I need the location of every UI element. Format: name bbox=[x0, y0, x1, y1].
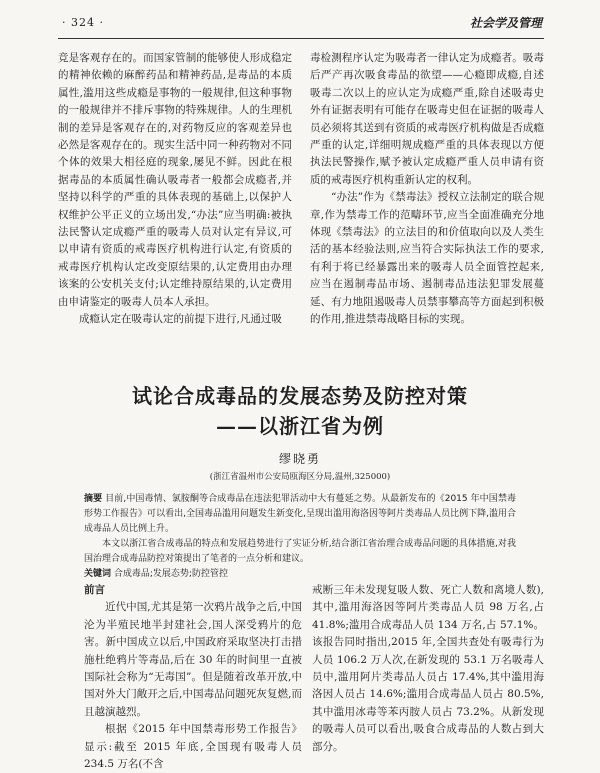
article-subtitle: ——以浙江省为例 bbox=[216, 414, 384, 438]
paragraph: 戒断三年未发现复吸人数、死亡人数和离境人数),其中,滥用海洛因等阿片类毒品人员 98 万名,占 41.8%;滥用合成毒品人员 134 万名,占 57.1%。该报告同时指出,2015 年,全国共查处有吸毒行为人员 106.2 万人次,在新发现的 53.1 万名吸毒人员中,滥用阿片类毒品人员占 17.4%,其中滥用海洛因人员占 14.6%;滥用合成毒品人员占 80.5%,其中滥用冰毒等苯丙胺人员占 73.2%。从新发现的吸毒人员可以看出,吸食合成毒品的人数占到大部分。 bbox=[312, 584, 544, 753]
author-affiliation: (浙江省温州市公安局瓯海区分局,温州,325000) bbox=[209, 472, 391, 482]
journal-section-title: 社会学及管理 bbox=[469, 16, 542, 30]
keywords-label: 关键词 bbox=[84, 569, 112, 579]
abstract-text-2: 本文以浙江省合成毒品的特点和发展趋势进行了实证分析,结合浙江省治理合成毒品问题的具体措施,对我国治理合成毒品防控对策提出了笔者的一点分析和建议。 bbox=[84, 539, 516, 564]
page-number: · 324 · bbox=[62, 16, 104, 29]
abstract-text: 目前,中国毒情、氯胺酮等合成毒品在违法犯罪活动中大有蔓延之势。从最新发布的《2015 年中国禁毒形势工作报告》可以看出,全国毒品滥用问题发生新变化,呈现出滥用海洛因等阿片类毒品人员比例下降,滥用合成毒品人员比例上升。 bbox=[84, 494, 516, 534]
paragraph: 近代中国,尤其是第一次鸦片战争之后,中国沦为半殖民地半封建社会,国人深受鸦片的危害。新中国成立以后,中国政府采取坚决打击措施杜绝鸦片等毒品,后在 30 年的时间里一直被国际社会称为“无毒国”。但是随着改革开放,中国对外大门敞开之后,中国毒品问题死灰复燃,而且越演越烈。 bbox=[84, 601, 302, 718]
top-right-column bbox=[310, 50, 544, 326]
article-title: 试论合成毒品的发展态势及防控对策 bbox=[132, 384, 468, 408]
paragraph: 竞是客观存在的。而国家管制的能够使人形成稳定的精神依赖的麻醉药品和精神药品,是毒品的本质属性,滥用这些成瘾是事物的一般规律,但这种事物的一般规律并不排斥事物的特殊规律。人的生理机制的差异是客观存在的,对药物反应的客观差异也必然是客观存在的。现实生活中同一种药物对不同个体的效果大相径庭的现象,屡见不鲜。因此在根据毒品的本质属性确认吸毒者一般都会成瘾者,并坚持以科学的严重的具体表现的基础上,以保护人权维护公平正义的立场出发,“办法”应当明确:被执法民警认定成瘾严重的吸毒人员对认定有异议,可以申请有资质的戒毒医疗机构进行认定,有资质的戒毒医疗机构认定改变原结果的,认定费用由办理该案的公安机关支付;认定维持原结果的,认定费用由申请鉴定的吸毒人员本人承担。 bbox=[58, 52, 292, 308]
paragraph: 根据《2015 年中国禁毒形势工作报告》显示:截至 2015 年底,全国现有吸毒人员 234.5 万名(不含 bbox=[84, 723, 302, 771]
author-name: 缪晓勇 bbox=[278, 452, 321, 466]
paragraph: 成瘾认定在吸毒认定的前提下进行,凡通过吸 bbox=[79, 313, 282, 326]
bottom-left-column bbox=[84, 582, 302, 771]
abstract-label: 摘要 bbox=[84, 494, 103, 504]
bottom-right-column bbox=[312, 582, 544, 753]
top-left-column bbox=[58, 50, 292, 326]
section-heading: 前言 bbox=[84, 584, 105, 596]
header-rule bbox=[58, 38, 544, 39]
keywords: 合成毒品;发展态势;防控管控 bbox=[113, 569, 228, 579]
paragraph: 毒检测程序认定为吸毒者一律认定为成瘾者。吸毒后严产再次吸食毒品的欲望——心瘾即成瘾,自述吸毒二次以上的应认定为成瘾严重,除自述吸毒史外有证据表明有可能存在吸毒史但在证据的吸毒人员必须将其送到有资质的戒毒医疗机构做是否成瘾严重的认定,详细明规成瘾严重的具体表现以方便执法民警操作,赋予被认定成瘾严重人员申请有资质的戒毒医疗机构重新认定的权利。 bbox=[310, 52, 544, 186]
abstract-block bbox=[84, 492, 516, 582]
paragraph: “办法”作为《禁毒法》授权立法制定的联合规章,作为禁毒工作的范疇环节,应当全面准确充分地体现《禁毒法》的立法目的和价值取向以及人类生活的基本经验法则,应当符合实际执法工作的要求,有利于将已经暴露出来的吸毒人员全面管控起来,应当在遏制毒品市场、遏制毒品违法犯罪发展蔓延、有力地阻遏吸毒人员禁事攀高等方面起到积极的作用,推进禁毒战略目标的实现。 bbox=[310, 191, 544, 326]
